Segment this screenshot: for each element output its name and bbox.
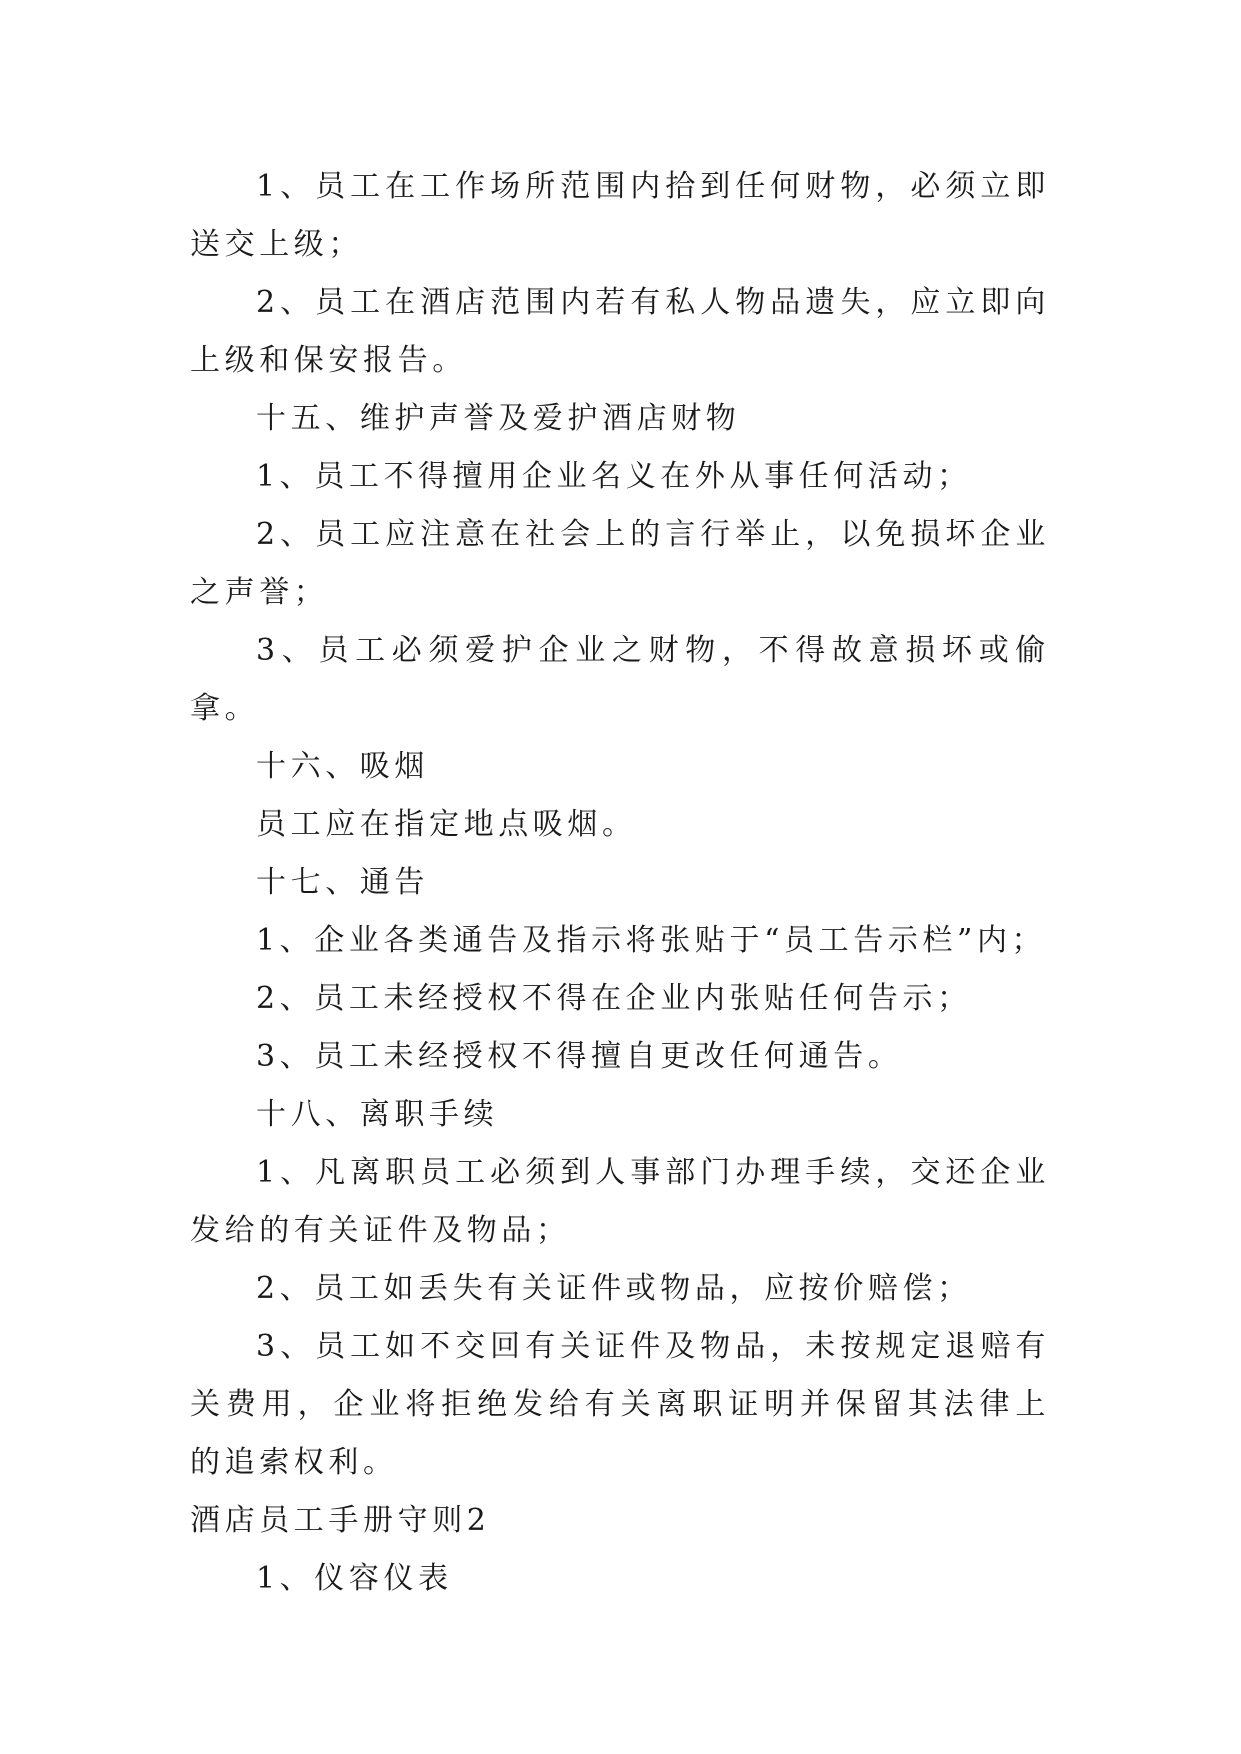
section-heading: 十八、离职手续	[256, 1097, 499, 1132]
section-heading: 1、仪容仪表	[256, 1561, 453, 1596]
paragraph: 1、企业各类通告及指示将张贴于“员工告示栏”内；	[256, 923, 1047, 958]
paragraph: 3、员工必须爱护企业之财物，不得故意损坏或偷拿。	[190, 633, 1050, 726]
paragraph: 2、员工在酒店范围内若有私人物品遗失，应立即向上级和保安报告。	[190, 285, 1050, 378]
document-body	[190, 158, 1050, 1608]
paragraph: 3、员工如不交回有关证件及物品，未按规定退赔有关费用，企业将拒绝发给有关离职证明并保留其法律上的追索权利。	[190, 1329, 1050, 1480]
section-heading: 十七、通告	[256, 865, 429, 900]
paragraph: 1、凡离职员工必须到人事部门办理手续，交还企业发给的有关证件及物品；	[190, 1155, 1050, 1248]
paragraph: 2、员工未经授权不得在企业内张贴任何告示；	[256, 981, 972, 1016]
paragraph: 1、员工不得擅用企业名义在外从事任何活动；	[256, 459, 972, 494]
section-heading: 十五、维护声誉及爱护酒店财物	[256, 401, 741, 436]
paragraph: 2、员工应注意在社会上的言行举止，以免损坏企业之声誉；	[190, 517, 1050, 610]
paragraph: 2、员工如丢失有关证件或物品，应按价赔偿；	[256, 1271, 972, 1306]
paragraph: 3、员工未经授权不得擅自更改任何通告。	[256, 1039, 903, 1074]
document-title: 酒店员工手册守则2	[190, 1503, 491, 1538]
paragraph: 员工应在指定地点吸烟。	[256, 807, 637, 842]
paragraph: 1、员工在工作场所范围内拾到任何财物，必须立即送交上级；	[190, 169, 1050, 262]
section-heading: 十六、吸烟	[256, 749, 429, 784]
